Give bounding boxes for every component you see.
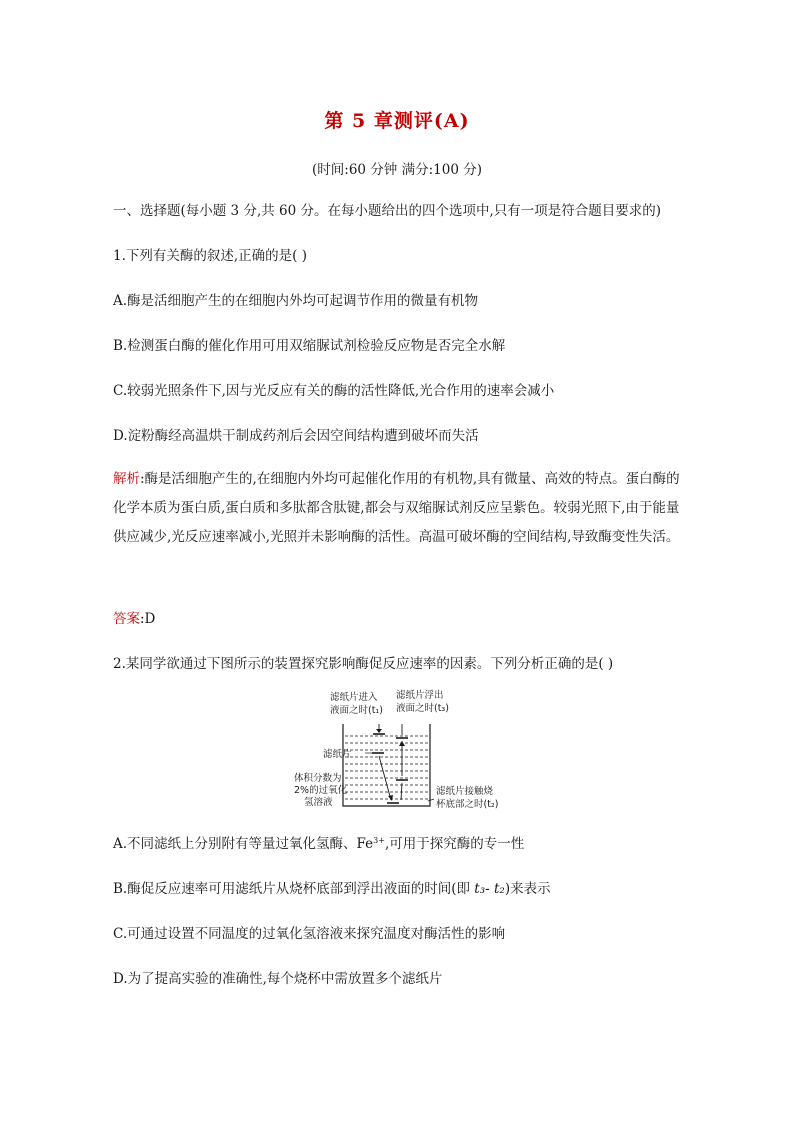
question-1-option-c: C.较弱光照条件下,因与光反应有关的酶的活性降低,光合作用的速率会减小	[113, 383, 555, 399]
option-a-text-end: ,可用于探究酶的专一性	[384, 836, 525, 852]
label-pointers	[365, 753, 434, 801]
label-solution-line2: 2%的过氧化	[294, 785, 348, 796]
question-1-answer	[113, 609, 713, 629]
label-filter-disc: 滤纸片	[323, 749, 352, 760]
question-1-analysis	[113, 465, 685, 552]
iron-ion-charge: 3+	[373, 836, 385, 845]
time-difference-formula: t₃- t₂	[474, 881, 505, 897]
option-a-text: A.不同滤纸上分别附有等量过氧化氢酶、Fe	[113, 836, 374, 852]
option-b-text: B.酶促反应速率可用滤纸片从烧杯底部到浮出液面的时间(即	[113, 881, 475, 897]
answer-value: :D	[140, 611, 156, 627]
option-b-text-end: )来表示	[504, 881, 551, 897]
question-2-option-c: C.可通过设置不同温度的过氧化氢溶液来探究温度对酶活性的影响	[113, 926, 506, 942]
page-title: 第 5 章测评(A)	[324, 110, 470, 132]
beaker-experiment-figure	[290, 686, 510, 816]
answer-label: 答案	[113, 611, 140, 627]
question-1-option-d: D.淀粉酶经高温烘干制成药剂后会因空间结构遭到破坏而失活	[113, 428, 479, 444]
label-solution-line1: 体积分数为	[294, 773, 342, 784]
question-1-stem: 1.下列有关酶的叙述,正确的是( )	[113, 248, 307, 264]
question-1-option-b: B.检测蛋白酶的催化作用可用双缩脲试剂检验反应物是否完全水解	[113, 338, 506, 354]
exam-info: (时间:60 分钟 满分:100 分)	[312, 162, 482, 178]
arrow-heads	[376, 729, 405, 801]
section-heading: 一、选择题(每小题 3 分,共 60 分。在每小题给出的四个选项中,只有一项是符合题目要求的)	[113, 203, 662, 219]
analysis-label: 解析	[113, 471, 140, 487]
label-solution-line3: 氢溶液	[304, 797, 333, 808]
label-t2-line1: 滤纸片接触烧	[436, 786, 494, 797]
analysis-text: :酶是活细胞产生的,在细胞内外均可起催化作用的有机物,具有微量、高效的特点。蛋白酶的化学本质为蛋白质,蛋白质和多肽都含肽键,都会与双缩脲试剂反应呈紫色。较弱光照下,由于能量供应减少,光反应速率减小,光照并未影响酶的活性。高温可破坏酶的空间结构,导致酶变性失活。	[113, 471, 680, 545]
question-2-option-a	[113, 834, 713, 854]
question-2-option-b	[113, 879, 713, 899]
label-t3-line2: 液面之时(t₃)	[396, 703, 449, 714]
question-1-option-a: A.酶是活细胞产生的在细胞内外均可起调节作用的微量有机物	[113, 293, 479, 309]
label-t2-line2: 杯底部之时(t₂)	[436, 799, 499, 810]
question-2-stem: 2.某同学欲通过下图所示的装置探究影响酶促反应速率的因素。下列分析正确的是( )	[113, 656, 614, 672]
motion-arrows	[379, 724, 402, 800]
label-t3-line1: 滤纸片浮出	[396, 690, 444, 701]
question-2-option-d: D.为了提高实验的准确性,每个烧杯中需放置多个滤纸片	[113, 971, 443, 987]
label-t1-line1: 滤纸片进入	[330, 692, 378, 703]
label-t1-line2: 液面之时(t₁)	[330, 705, 383, 716]
liquid-solution	[345, 736, 428, 799]
